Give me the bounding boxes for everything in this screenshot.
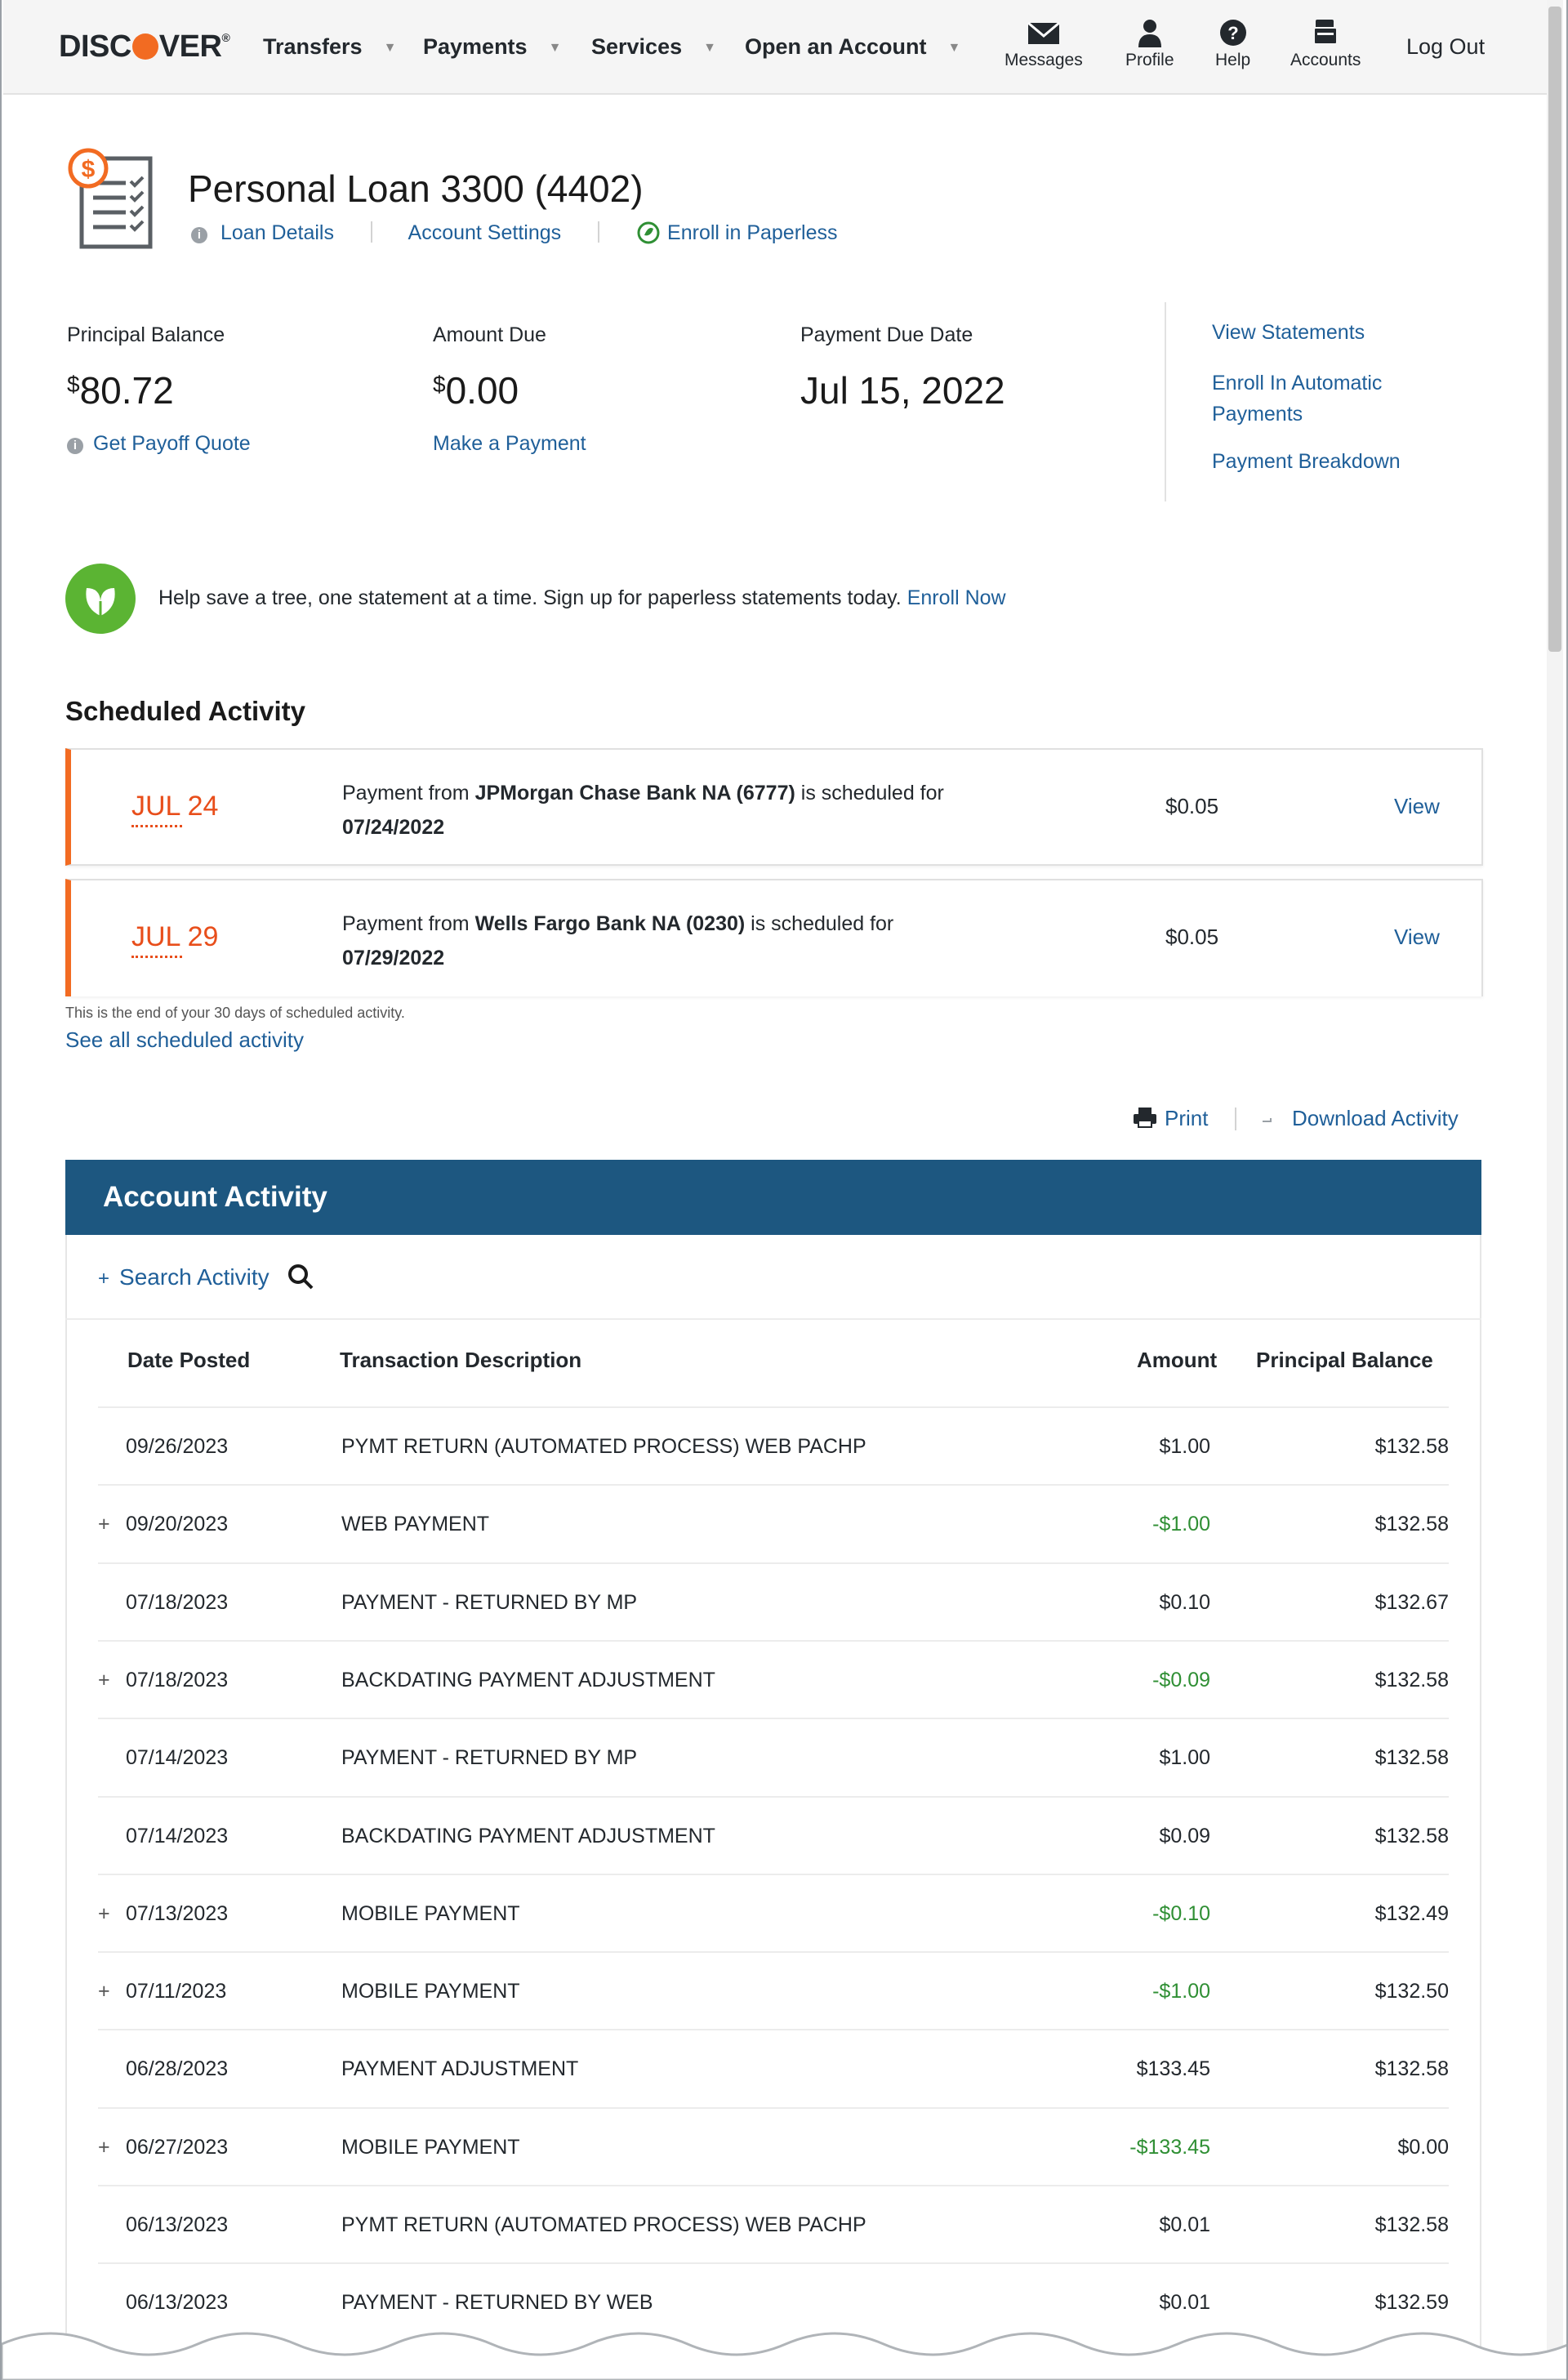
row-date: 07/18/2023 (126, 1590, 229, 1614)
view-scheduled-link[interactable]: View (1394, 794, 1440, 818)
row-date: 06/13/2023 (126, 2213, 229, 2236)
search-activity-toggle[interactable]: + Search Activity (98, 1263, 314, 1290)
help-button[interactable]: ? Help (1215, 18, 1250, 70)
amount-due-label: Amount Due (433, 323, 546, 346)
row-principal-balance: $132.58 (1374, 1824, 1449, 1847)
table-row[interactable] (98, 2107, 1449, 2185)
row-principal-balance: $132.49 (1374, 1901, 1449, 1925)
svg-text:$: $ (81, 156, 96, 183)
row-principal-balance: $132.58 (1374, 1435, 1449, 1458)
amount-due-block (433, 323, 586, 456)
principal-balance-label: Principal Balance (67, 323, 225, 346)
divider (598, 221, 599, 243)
top-navigation (3, 0, 1547, 95)
enroll-now-link[interactable]: Enroll Now (906, 586, 1006, 609)
row-amount: $0.01 (1159, 2291, 1210, 2315)
scheduled-date: JUL 24 (131, 791, 218, 822)
row-description: MOBILE PAYMENT (341, 1980, 520, 2003)
scheduled-description: Payment from JPMorgan Chase Bank NA (6777) is scheduled for 07/24/2022 (342, 782, 944, 839)
row-amount: -$1.00 (1152, 1980, 1210, 2003)
envelope-icon (1026, 18, 1062, 47)
due-date-block (800, 323, 1005, 412)
row-principal-balance: $132.58 (1374, 1513, 1449, 1536)
row-date: 07/14/2023 (126, 1824, 229, 1847)
row-amount: $133.45 (1136, 2057, 1210, 2081)
row-amount: -$0.10 (1152, 1901, 1210, 1925)
row-amount: $0.01 (1159, 2213, 1210, 2236)
row-principal-balance: $132.67 (1374, 1590, 1449, 1614)
side-links-divider (1165, 302, 1166, 501)
row-date: 06/27/2023 (126, 2135, 229, 2159)
amount-due-value: $0.00 (433, 369, 519, 412)
expand-row-icon[interactable]: + (98, 1513, 110, 1536)
row-description: PAYMENT - RETURNED BY MP (341, 1746, 638, 1770)
column-header-amount[interactable]: Amount (1137, 1348, 1218, 1372)
table-row (98, 2029, 1449, 2106)
row-amount: $0.10 (1159, 1590, 1210, 1614)
row-amount: $0.09 (1159, 1824, 1210, 1847)
table-row (98, 1406, 1449, 1484)
page-title: Personal Loan 3300 (4402) (188, 167, 644, 210)
chevron-down-icon: ▼ (703, 41, 716, 55)
table-row (98, 1562, 1449, 1640)
table-row[interactable] (98, 1484, 1449, 1562)
row-description: PAYMENT - RETURNED BY WEB (341, 2291, 653, 2315)
svg-text:?: ? (1227, 23, 1239, 43)
accounts-button[interactable]: Accounts (1290, 18, 1361, 70)
row-principal-balance: $132.58 (1374, 1668, 1449, 1691)
see-all-scheduled-link[interactable]: See all scheduled activity (65, 1027, 304, 1052)
print-button[interactable]: Print (1132, 1106, 1208, 1131)
logout-link[interactable]: Log Out (1406, 34, 1486, 59)
loan-document-icon (64, 147, 160, 253)
divider (371, 221, 372, 243)
account-settings-link[interactable]: Account Settings (408, 221, 562, 244)
row-amount: -$133.45 (1129, 2135, 1210, 2159)
enroll-paperless-link[interactable]: Enroll in Paperless (667, 221, 838, 244)
payment-breakdown-link[interactable]: Payment Breakdown (1212, 450, 1401, 473)
paperless-icon (636, 221, 661, 245)
download-activity-button[interactable]: Download Activity (1259, 1106, 1459, 1131)
row-description: PYMT RETURN (AUTOMATED PROCESS) WEB PACHP (341, 1435, 866, 1458)
nav-menu-open-account[interactable]: Open an Account ▼ (745, 34, 961, 59)
table-row (98, 2185, 1449, 2262)
table-row[interactable] (98, 1874, 1449, 1951)
scheduled-date: JUL 29 (131, 921, 218, 953)
info-icon: i (67, 438, 83, 454)
row-description: MOBILE PAYMENT (341, 2135, 520, 2159)
scheduled-amount: $0.05 (1165, 925, 1219, 949)
view-statements-link[interactable]: View Statements (1212, 321, 1365, 344)
row-amount: -$1.00 (1152, 1513, 1210, 1536)
nav-menu-transfers[interactable]: Transfers ▼ (263, 34, 397, 59)
enroll-autopay-link[interactable]: Enroll In Automatic (1212, 372, 1383, 394)
table-row (98, 1796, 1449, 1874)
row-description: WEB PAYMENT (341, 1513, 490, 1536)
scrollbar-thumb[interactable] (1548, 7, 1561, 652)
chevron-down-icon: ▼ (947, 41, 961, 55)
row-description: MOBILE PAYMENT (341, 1901, 520, 1925)
principal-balance-value: $80.72 (67, 369, 174, 412)
search-icon (287, 1263, 314, 1290)
column-header-principal-balance[interactable]: Principal Balance (1256, 1348, 1433, 1372)
help-circle-icon (1218, 18, 1248, 47)
row-date: 06/13/2023 (126, 2291, 229, 2315)
person-icon (1135, 18, 1165, 47)
discover-logo[interactable]: DISC VER® (59, 29, 230, 64)
plus-icon: + (98, 1268, 110, 1290)
due-date-value: Jul 15, 2022 (800, 369, 1005, 412)
row-description: BACKDATING PAYMENT ADJUSTMENT (341, 1824, 715, 1847)
row-amount: $1.00 (1159, 1435, 1210, 1458)
row-principal-balance: $132.58 (1374, 2213, 1449, 2236)
leaf-icon (65, 564, 136, 634)
make-payment-link[interactable]: Make a Payment (433, 432, 586, 455)
payoff-quote-link[interactable]: Get Payoff Quote (93, 432, 251, 455)
row-description: BACKDATING PAYMENT ADJUSTMENT (341, 1668, 715, 1691)
nav-menu-services[interactable]: Services ▼ (591, 34, 716, 59)
table-row[interactable] (98, 1951, 1449, 2029)
column-header-date[interactable]: Date Posted (127, 1348, 251, 1372)
divider (1235, 1108, 1236, 1130)
row-principal-balance: $132.50 (1374, 1980, 1449, 2003)
expand-row-icon[interactable]: + (98, 1668, 110, 1691)
row-date: 09/26/2023 (126, 1435, 229, 1458)
row-date: 07/18/2023 (126, 1668, 229, 1691)
row-description: PAYMENT - RETURNED BY MP (341, 1590, 638, 1614)
account-activity-header (65, 1160, 1481, 1235)
table-row[interactable] (98, 1640, 1449, 1718)
logo-orange-dot (132, 33, 158, 60)
column-header-description[interactable]: Transaction Description (340, 1348, 582, 1372)
row-date: 06/28/2023 (126, 2057, 229, 2081)
row-principal-balance: $0.00 (1397, 2135, 1449, 2159)
messages-button[interactable]: Messages (1004, 18, 1083, 70)
due-date-label: Payment Due Date (800, 323, 973, 346)
table-row (98, 1718, 1449, 1795)
row-description: PAYMENT ADJUSTMENT (341, 2057, 579, 2081)
scheduled-item (65, 748, 1483, 866)
account-activity-title: Account Activity (103, 1181, 327, 1213)
row-date: 09/20/2023 (126, 1513, 229, 1536)
scheduled-amount: $0.05 (1165, 794, 1219, 818)
scheduled-end-note: This is the end of your 30 days of scheduled activity. (65, 1005, 405, 1021)
loan-details-link[interactable]: Loan Details (220, 221, 334, 244)
chevron-down-icon: ▼ (383, 41, 397, 55)
expand-row-icon[interactable]: + (98, 1980, 110, 2003)
row-date: 07/14/2023 (126, 1746, 229, 1770)
torn-edge (2, 2323, 1568, 2380)
profile-button[interactable]: Profile (1125, 18, 1174, 70)
row-principal-balance: $132.58 (1374, 1746, 1449, 1770)
row-date: 07/11/2023 (126, 1980, 227, 2003)
info-icon: i (191, 227, 207, 243)
expand-row-icon[interactable]: + (98, 1901, 110, 1925)
row-description: PYMT RETURN (AUTOMATED PROCESS) WEB PACHP (341, 2213, 866, 2236)
enroll-autopay-link-line2[interactable]: Payments (1212, 403, 1303, 426)
scheduled-item (65, 879, 1483, 996)
view-scheduled-link[interactable]: View (1394, 925, 1440, 949)
row-amount: -$0.09 (1152, 1668, 1210, 1691)
download-icon (1259, 1112, 1274, 1126)
expand-row-icon[interactable]: + (98, 2135, 110, 2159)
leaf-badge (65, 564, 136, 634)
row-amount: $1.00 (1159, 1746, 1210, 1770)
scheduled-activity-heading: Scheduled Activity (65, 696, 306, 726)
nav-menu-payments[interactable]: Payments ▼ (423, 34, 562, 59)
search-activity-row (65, 1235, 1481, 1320)
printer-icon (1132, 1106, 1158, 1129)
account-sublinks (191, 221, 837, 245)
principal-balance-block (67, 323, 251, 456)
paperless-banner: Help save a tree, one statement at a time. Sign up for paperless statements today. Enroll Now (158, 586, 1006, 609)
row-principal-balance: $132.58 (1374, 2057, 1449, 2081)
row-date: 07/13/2023 (126, 1901, 229, 1925)
card-stack-icon (1309, 18, 1342, 47)
scheduled-description: Payment from Wells Fargo Bank NA (0230) is scheduled for 07/29/2022 (342, 912, 894, 969)
chevron-down-icon: ▼ (548, 41, 562, 55)
row-principal-balance: $132.59 (1374, 2291, 1449, 2315)
